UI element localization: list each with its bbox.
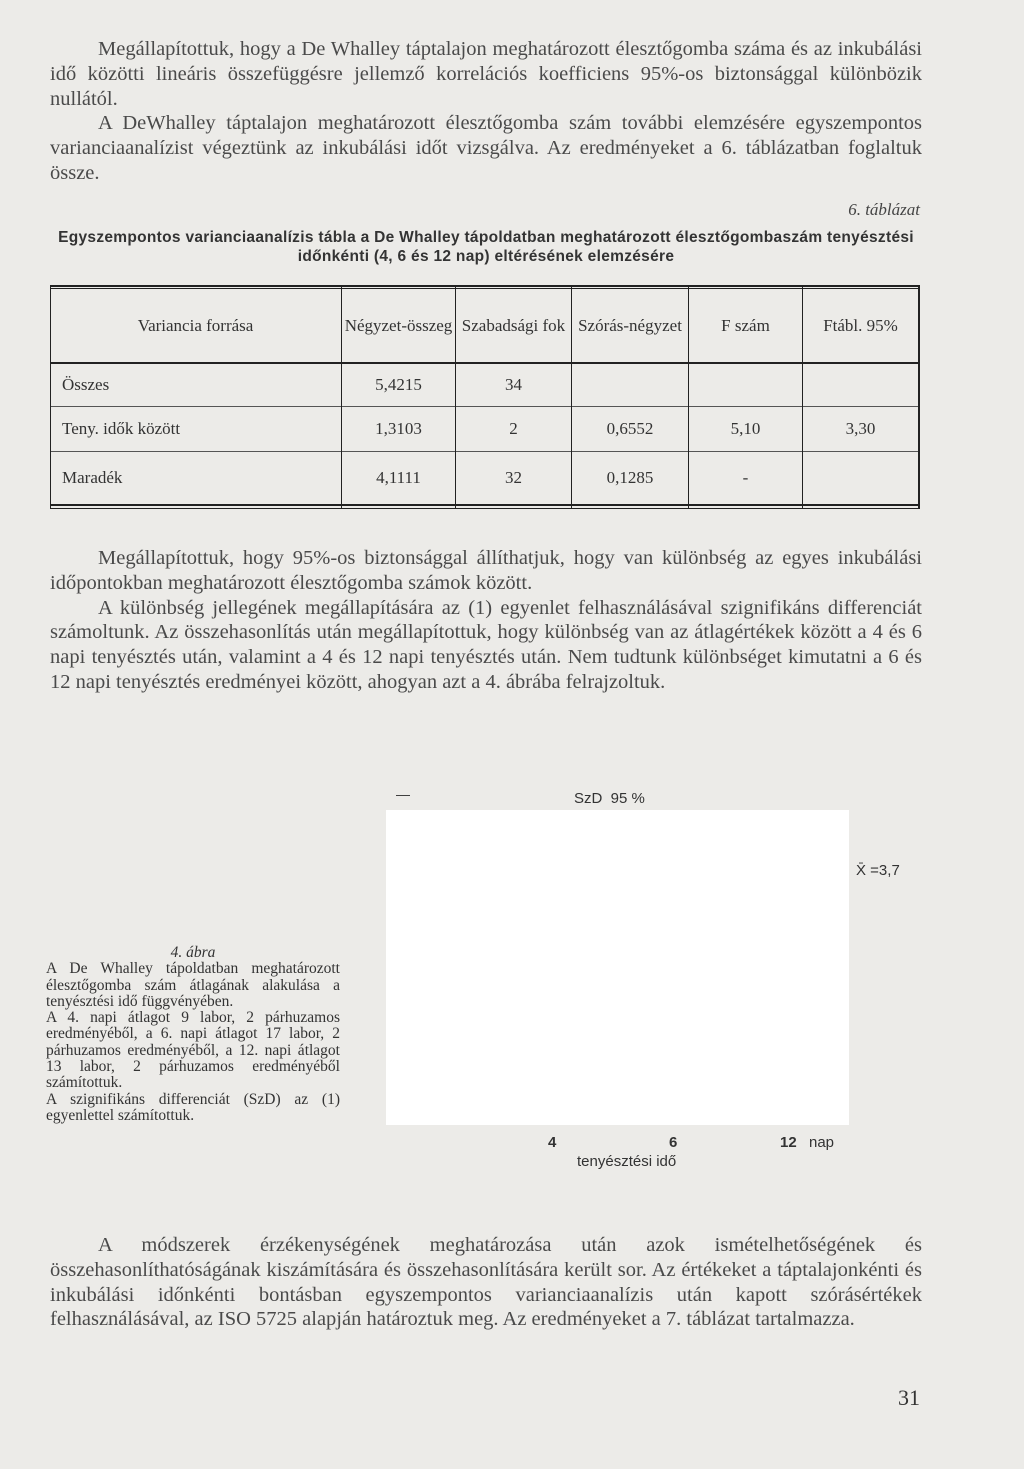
- header-negyzetosszeg: Négyzet-összeg: [344, 315, 453, 335]
- figure-mean-label: X̄ =3,7: [856, 862, 900, 879]
- figure-top-label: SzD 95 %: [574, 790, 645, 807]
- x-tick-4: 4: [548, 1134, 557, 1151]
- row-teny-szorasnegyzet: 0,6552: [606, 419, 654, 438]
- intro-paragraph-1: Megállapítottuk, hogy a De Whalley táptalajon meghatározott élesztőgomba száma és az inkubálási idő közötti lineáris összefüggésre jellemző korrelációs koefficiens 95%-os biztonsággal különbözik nullától.: [50, 38, 922, 110]
- closing-paragraph-1: A módszerek érzékenységének meghatározása után azok ismételhetőségének és összehasonlíthatóságának kiszámítására és összehasonlítására került sor. Az értékeket a táptalajonkénti és inkubálási időnkénti bontásban egyszempontos varianciaanalízis után kapott szórásértékek felhasználásával, az ISO 5725 alapján határoztuk meg. Az eredményeket a 7. táblázat tartalmazza.: [50, 1234, 922, 1331]
- row-teny-f-szam: 5,10: [730, 419, 761, 438]
- table-label: 6. táblázat: [848, 200, 920, 219]
- figure-caption: [46, 945, 340, 1124]
- row-teny-negyzetosszeg: 1,3103: [375, 419, 422, 438]
- row-maradek-label: Maradék: [62, 468, 123, 487]
- x-tick-12: 12: [780, 1134, 797, 1151]
- row-teny-fok: 2: [509, 419, 518, 438]
- caption-line-3: A szignifikáns differenciát (SzD) az (1) egyenlettel számítottuk.: [46, 1090, 340, 1124]
- figure-bar-symbol: —: [396, 786, 410, 802]
- x-unit: nap: [809, 1134, 835, 1151]
- table-title: Egyszempontos varianciaanalízis tábla a De Whalley tápoldatban meghatározott élesztőgombaszám tenyésztési időnkénti (4, 6 és 12 nap) eltérésének elemzésére: [58, 229, 914, 265]
- intro-text: [50, 37, 922, 186]
- figure-plot-area: [386, 810, 849, 1125]
- row-maradek-negyzetosszeg: 4,1111: [376, 468, 421, 487]
- row-osszes-fok: 34: [505, 375, 522, 394]
- middle-paragraph-1: Megállapítottuk, hogy 95%-os biztonsággal állíthatjuk, hogy van különbség az egyes inkubálási időpontokban meghatározott élesztőgomba számok között.: [50, 547, 922, 594]
- row-maradek-fok: 32: [505, 468, 522, 487]
- caption-title: 4. ábra: [170, 944, 216, 961]
- caption-line-2: A 4. napi átlagot 9 labor, 2 párhuzamos eredményéből, a 6. napi átlagot 17 labor, 2 párhuzamos eredményéből, a 12. napi átlagot 13 labor, 2 párhuzamos eredményéből számítottuk.: [46, 1009, 340, 1092]
- intro-paragraph-2: A DeWhalley táptalajon meghatározott élesztőgomba szám további elemzésére egyszempontos varianciaanalízist végeztünk az inkubálási időt vizsgálva. Az eredményeket a 6. táblázatban foglaltuk össze.: [50, 112, 922, 184]
- header-variancia-forrasa: Variancia forrása: [137, 315, 254, 335]
- header-f-tabl: Ftábl. 95%: [823, 315, 898, 335]
- header-szabadsagi-fok: Szabadsági fok: [461, 315, 566, 335]
- header-f-szam: F szám: [721, 315, 770, 335]
- page-number: 31: [898, 1385, 920, 1410]
- middle-text: [50, 546, 922, 695]
- caption-line-1: A De Whalley tápoldatban meghatározott élesztőgomba szám átlagának alakulása a tenyésztési idő függvényében.: [46, 960, 340, 1010]
- row-osszes-label: Összes: [62, 375, 110, 394]
- x-tick-6: 6: [669, 1134, 678, 1151]
- row-teny-label: Teny. idők között: [62, 419, 181, 438]
- closing-text: [50, 1233, 922, 1332]
- row-maradek-szorasnegyzet: 0,1285: [606, 468, 654, 487]
- anova-table: [50, 285, 920, 510]
- row-teny-f-tabl: 3,30: [845, 419, 876, 438]
- header-szorasnegyzet: Szórás-négyzet: [578, 315, 682, 335]
- row-maradek-f-szam: -: [742, 468, 749, 487]
- row-osszes-negyzetosszeg: 5,4215: [375, 375, 422, 394]
- x-axis-label: tenyésztési idő: [577, 1153, 677, 1170]
- middle-paragraph-2: A különbség jellegének megállapítására az (1) egyenlet felhasználásával szignifikáns differenciát számoltunk. Az összehasonlítás után megállapítottuk, hogy különbség van az átlagértékek között a 4 és 6 napi tenyésztés után, valamint a 4 és 12 napi tenyésztés után. Nem tudtunk különbséget kimutatni a 6 és 12 napi tenyésztés eredményei között, ahogyan azt a 4. ábrába felrajzoltuk.: [50, 596, 922, 693]
